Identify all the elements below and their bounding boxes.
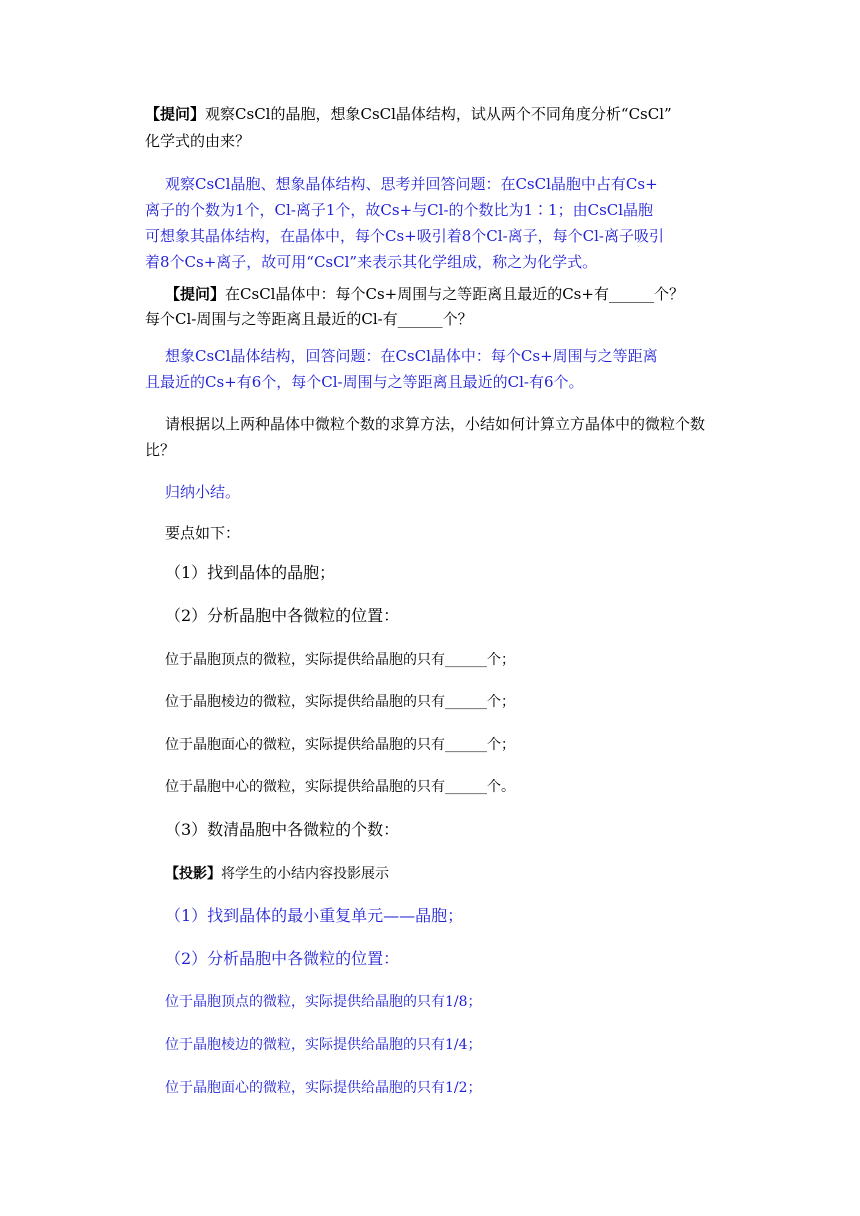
blank-line-face: 位于晶胞面心的微粒，实际提供给晶胞的只有______个； xyxy=(165,737,515,753)
blank-line-vertex: 位于晶胞顶点的微粒，实际提供给晶胞的只有______个； xyxy=(165,652,515,668)
step-3: （3）数清晶胞中各微粒的个数： xyxy=(165,820,400,839)
question-2-line-2: 每个Cl-周围与之等距离且最近的Cl-有______个？ xyxy=(145,310,473,328)
question-text: 观察CsCl的晶胞，想象CsCl晶体结构，试从两个不同角度分析“CsCl” xyxy=(205,105,672,123)
question-1-line-2: 化学式的由来？ xyxy=(145,132,251,150)
summary-prompt-line-1: 请根据以上两种晶体中微粒个数的求算方法，小结如何计算立方晶体中的微粒个数 xyxy=(165,415,706,433)
projection-tag: 【投影】 xyxy=(165,866,221,882)
summary-label: 归纳小结。 xyxy=(165,483,241,501)
answer-2-line-1: 想象CsCl晶体结构，回答问题：在CsCl晶体中：每个Cs+周围与之等距离 xyxy=(165,347,658,365)
answer-2-line-2: 且最近的Cs+有6个，每个Cl-周围与之等距离且最近的Cl-有6个。 xyxy=(145,373,584,391)
answer-vertex: 位于晶胞顶点的微粒，实际提供给晶胞的只有1/8； xyxy=(165,994,482,1010)
question-1-line-1 xyxy=(145,104,672,124)
projection-step-2: （2）分析晶胞中各微粒的位置： xyxy=(165,949,400,968)
projection-line xyxy=(165,864,389,884)
answer-1-line-3: 可想象其晶体结构，在晶体中，每个Cs+吸引着8个Cl-离子，每个Cl-离子吸引 xyxy=(145,227,664,245)
answer-1-line-2: 离子的个数为1个，Cl-离子1个，故Cs+与Cl-的个数比为1∶1；由CsCl晶胞 xyxy=(145,201,654,219)
step-2: （2）分析晶胞中各微粒的位置： xyxy=(165,606,400,625)
summary-prompt-line-2: 比？ xyxy=(145,441,176,459)
projection-step-1: （1）找到晶体的最小重复单元——晶胞； xyxy=(165,906,464,925)
blank-line-center: 位于晶胞中心的微粒，实际提供给晶胞的只有______个。 xyxy=(165,779,515,795)
blank-line-edge: 位于晶胞棱边的微粒，实际提供给晶胞的只有______个； xyxy=(165,694,515,710)
answer-edge: 位于晶胞棱边的微粒，实际提供给晶胞的只有1/4； xyxy=(165,1037,482,1053)
question-2-line-1 xyxy=(165,284,684,304)
answer-face: 位于晶胞面心的微粒，实际提供给晶胞的只有1/2； xyxy=(165,1080,482,1096)
projection-text: 将学生的小结内容投影展示 xyxy=(221,866,389,882)
question-tag: 【提问】 xyxy=(145,105,206,123)
question-tag: 【提问】 xyxy=(165,285,226,303)
answer-1-line-1: 观察CsCl晶胞、想象晶体结构、思考并回答问题：在CsCl晶胞中占有Cs+ xyxy=(165,175,658,193)
step-1: （1）找到晶体的晶胞； xyxy=(165,563,336,582)
points-heading: 要点如下： xyxy=(165,524,241,542)
answer-1-line-4: 着8个Cs+离子，故可用“CsCl”来表示其化学组成，称之为化学式。 xyxy=(145,253,598,271)
question-text: 在CsCl晶体中：每个Cs+周围与之等距离且最近的Cs+有______个？ xyxy=(225,285,684,303)
